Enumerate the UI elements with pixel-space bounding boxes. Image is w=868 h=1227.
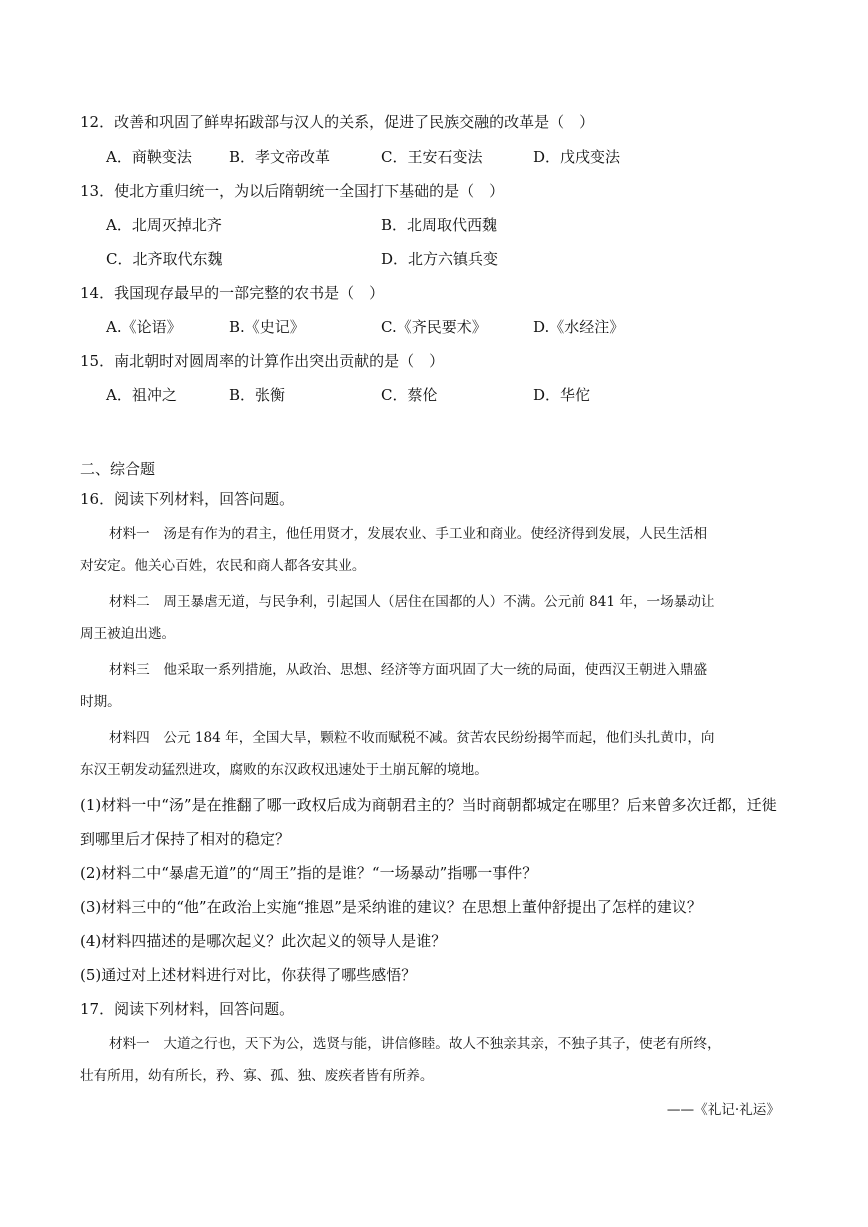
q13-option-d: D．北方六镇兵变 bbox=[381, 250, 499, 268]
q16-sub-question-1-cont: 到哪里后才保持了相对的稳定？ bbox=[80, 830, 291, 848]
q16-material-line: 对安定。他关心百姓，农民和商人都各安其业。 bbox=[80, 558, 366, 574]
q16-material-line: 材料四 公元 184 年，全国大旱，颗粒不收而赋税不减。贫苦农民纷纷揭竿而起，他们头扎黄巾，向 bbox=[109, 730, 715, 746]
section-title: 二、综合题 bbox=[80, 460, 156, 478]
question-12-stem: 12．改善和巩固了鲜卑拓跋部与汉人的关系，促进了民族交融的改革是（ ） bbox=[80, 113, 595, 131]
q12-option-d: D．戊戌变法 bbox=[533, 148, 621, 166]
q15-option-a: A．祖冲之 bbox=[106, 386, 177, 404]
q17-material-line: 壮有所用，幼有所长，矜、寡、孤、独、废疾者皆有所养。 bbox=[80, 1068, 434, 1084]
q15-option-d: D．华佗 bbox=[533, 386, 591, 404]
q13-option-a: A．北周灭掉北齐 bbox=[106, 216, 222, 234]
q15-option-c: C．蔡伦 bbox=[381, 386, 438, 404]
q16-sub-question-5: (5)通过对上述材料进行对比，你获得了哪些感悟？ bbox=[80, 966, 417, 984]
q12-option-b: B．孝文帝改革 bbox=[229, 148, 331, 166]
q12-option-a: A．商鞅变法 bbox=[106, 148, 192, 166]
q14-option-d: D.《水经注》 bbox=[533, 318, 625, 336]
question-16-stem: 16．阅读下列材料，回答问题。 bbox=[80, 490, 295, 508]
question-14-stem: 14．我国现存最早的一部完整的农书是（ ） bbox=[80, 284, 385, 302]
q13-option-b: B．北周取代西魏 bbox=[381, 216, 498, 234]
q14-option-c: C.《齐民要术》 bbox=[381, 318, 487, 336]
q16-material-line: 材料三 他采取一系列措施，从政治、思想、经济等方面巩固了大一统的局面，使西汉王朝进入鼎盛 bbox=[109, 662, 708, 678]
q16-sub-question-3: (3)材料三中的“他”在政治上实施“推恩”是采纳谁的建议？在思想上董仲舒提出了怎样的建议？ bbox=[80, 898, 702, 916]
q16-sub-question-1: (1)材料一中“汤”是在推翻了哪一政权后成为商朝君主的？当时商朝都城定在哪里？后来曾多次迁都，迁徙 bbox=[80, 796, 777, 814]
q16-sub-question-2: (2)材料二中“暴虐无道”的“周王”指的是谁？“一场暴动”指哪一事件？ bbox=[80, 864, 538, 882]
q16-material-line: 周王被迫出逃。 bbox=[80, 626, 176, 642]
q15-option-b: B．张衡 bbox=[229, 386, 286, 404]
q17-source-citation: ——《礼记·礼运》 bbox=[666, 1102, 780, 1118]
q16-sub-question-4: (4)材料四描述的是哪次起义？此次起义的领导人是谁？ bbox=[80, 932, 447, 950]
question-17-stem: 17．阅读下列材料，回答问题。 bbox=[80, 1000, 295, 1018]
q16-material-line: 东汉王朝发动猛烈进攻，腐败的东汉政权迅速处于土崩瓦解的境地。 bbox=[80, 762, 488, 778]
q16-material-line: 材料二 周王暴虐无道，与民争利，引起国人（居住在国都的人）不满。公元前 841 年，一场暴动让 bbox=[109, 594, 715, 610]
q17-material-line: 材料一 大道之行也，天下为公，选贤与能，讲信修睦。故人不独亲其亲，不独子其子，使老有所终， bbox=[109, 1036, 721, 1052]
question-15-stem: 15．南北朝时对圆周率的计算作出突出贡献的是（ ） bbox=[80, 352, 445, 370]
q14-option-b: B.《史记》 bbox=[229, 318, 305, 336]
question-13-stem: 13．使北方重归统一，为以后隋朝统一全国打下基础的是（ ） bbox=[80, 182, 505, 200]
q16-material-line: 材料一 汤是有作为的君主，他任用贤才，发展农业、手工业和商业。使经济得到发展，人民生活相 bbox=[109, 526, 708, 542]
q16-material-line: 时期。 bbox=[80, 694, 121, 710]
q12-option-c: C．王安石变法 bbox=[381, 148, 483, 166]
q13-option-c: C．北齐取代东魏 bbox=[106, 250, 223, 268]
q14-option-a: A.《论语》 bbox=[106, 318, 182, 336]
